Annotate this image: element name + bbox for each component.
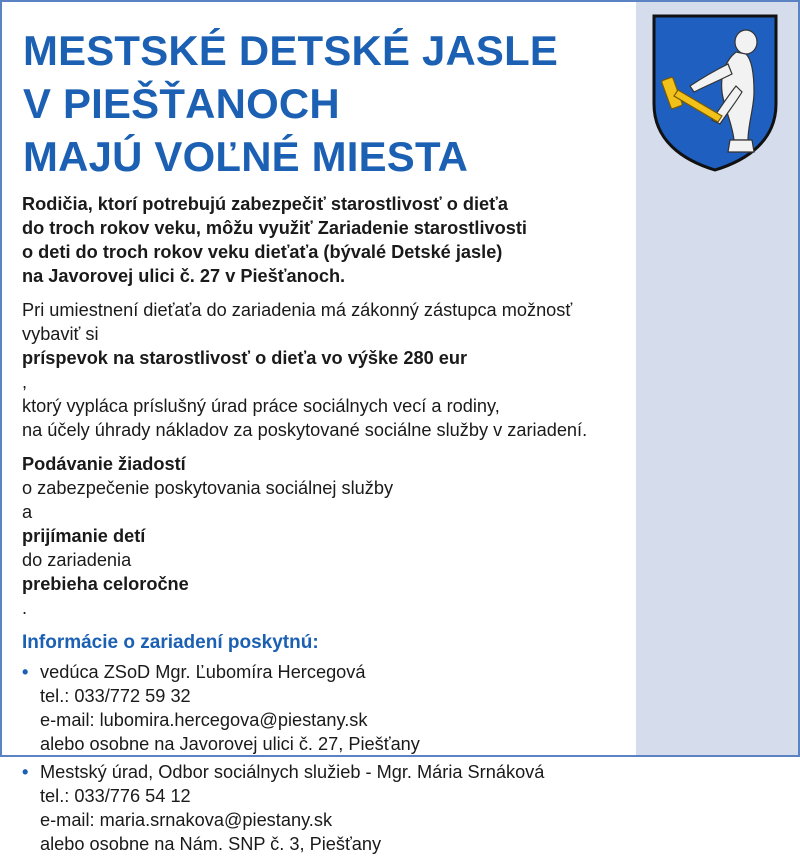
bullet-icon: • xyxy=(22,662,29,682)
allowance-paragraph xyxy=(22,298,742,442)
coat-of-arms-icon xyxy=(650,12,780,172)
applications-bold: Podávanie žiadostí xyxy=(22,454,186,474)
intro-line-2: do troch rokov veku, môžu využiť Zariadenie starostlivosti xyxy=(22,218,527,238)
applications-line-2-post: . xyxy=(22,598,28,618)
applications-line-1 xyxy=(22,452,742,500)
contact-item xyxy=(22,660,742,756)
admission-bold: prijímanie detí xyxy=(22,526,146,546)
allowance-line-2 xyxy=(22,322,742,394)
applications-line-2-pre: a xyxy=(22,502,33,522)
applications-line-1-rest: o zabezpečenie poskytovania sociálnej služby xyxy=(22,478,394,498)
allowance-amount: príspevok na starostlivosť o dieťa vo výške 280 eur xyxy=(22,348,468,368)
intro-paragraph xyxy=(22,192,742,288)
intro-line-4: na Javorovej ulici č. 27 v Piešťanoch. xyxy=(22,266,346,286)
intro-line-3: o deti do troch rokov veku dieťaťa (bývalé Detské jasle) xyxy=(22,242,503,262)
intro-line-1: Rodičia, ktorí potrebujú zabezpečiť starostlivosť o dieťa xyxy=(22,194,508,214)
allowance-line-2-pre: vybaviť si xyxy=(22,324,99,344)
contact-1-address: alebo osobne na Javorovej ulici č. 27, Piešťany xyxy=(40,734,420,754)
applications-line-2 xyxy=(22,500,742,620)
contact-2-phone: tel.: 033/776 54 12 xyxy=(40,786,191,806)
contact-item xyxy=(22,760,742,856)
headline-line-1: MESTSKÉ DETSKÉ JASLE xyxy=(23,27,559,74)
headline xyxy=(23,24,558,183)
allowance-line-1: Pri umiestnení dieťaťa do zariadenia má zákonný zástupca možnosť xyxy=(22,300,573,320)
allowance-line-2-post: , xyxy=(22,372,28,392)
contact-2-email[interactable]: e-mail: maria.srnakova@piestany.sk xyxy=(40,810,333,830)
applications-line-2-mid: do zariadenia xyxy=(22,550,132,570)
allowance-line-3: ktorý vypláca príslušný úrad práce sociálnych vecí a rodiny, xyxy=(22,396,500,416)
applications-paragraph xyxy=(22,452,742,620)
info-title: Informácie o zariadení poskytnú: xyxy=(22,632,319,653)
allowance-line-4: na účely úhrady nákladov za poskytované sociálne služby v zariadení. xyxy=(22,420,588,440)
contact-2-name: Mestský úrad, Odbor sociálnych služieb - Mgr. Mária Srnáková xyxy=(40,762,545,782)
contact-1-name: vedúca ZSoD Mgr. Ľubomíra Hercegová xyxy=(40,662,366,682)
contact-2-address: alebo osobne na Nám. SNP č. 3, Piešťany xyxy=(40,834,382,854)
headline-line-2: V PIEŠŤANOCH xyxy=(23,80,340,127)
headline-line-3: MAJÚ VOĽNÉ MIESTA xyxy=(23,133,469,180)
contact-1-phone: tel.: 033/772 59 32 xyxy=(40,686,191,706)
contact-1-email[interactable]: e-mail: lubomira.hercegova@piestany.sk xyxy=(40,710,368,730)
body-content xyxy=(22,192,742,860)
bullet-icon: • xyxy=(22,762,29,782)
year-round-bold: prebieha celoročne xyxy=(22,574,189,594)
